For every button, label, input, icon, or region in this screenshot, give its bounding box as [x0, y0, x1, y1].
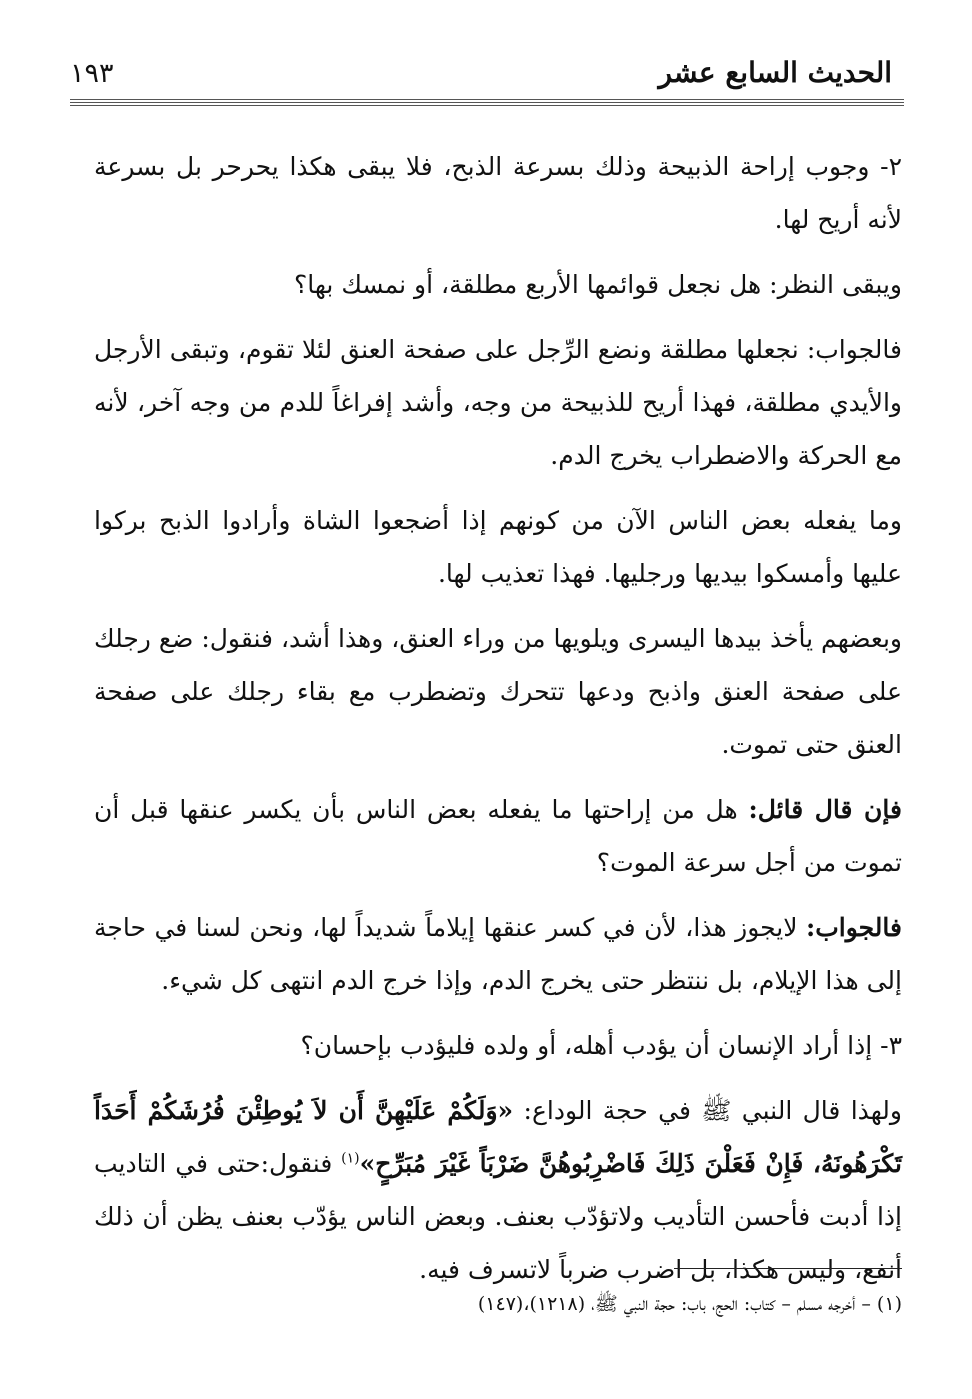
paragraph-point-3: ٣- إذا أراد الإنسان أن يؤدب أهله، أو ولده فليؤدب بإحسان؟ [300, 1031, 902, 1060]
paragraph-answer-breaking-neck [94, 901, 902, 1007]
header-rule [70, 99, 904, 106]
hadith-commentary: فنقول:حتى في التاديب إذا أدبت فأحسن التأديب ولاتؤدّب بعنف. وبعض الناس يؤدّب بعنف يظن أن ذلك أنفع، وليس هكذا، بل اضرب ضرباً لاتسرف فيه. [94, 1149, 902, 1284]
page-number: ١٩٣ [70, 58, 114, 89]
question-text: هل من إراحتها ما يفعله بعض الناس بأن يكسر عنقها قبل أن تموت من أجل سرعة الموت؟ [94, 795, 902, 877]
paragraph-twisting-hand: وبعضهم يأخذ بيدها اليسرى ويلويها من وراء العنق، وهذا أشد، فنقول: ضع رجلك على صفحة العنق واذبح ودعها تتحرك وتضطرب مع بقاء رجلك على صفحة العنق حتى تموت. [94, 624, 902, 759]
hadith-quote: «وَلَكُمْ عَلَيْهِنَّ أَن لاَ يُوطِئْنَ فُرُشَكُمْ أَحَدَاً تَكْرَهُونَهُ، فَإِنْ فَعَلْنَ ذَلِكَ فَاضْرِبُوهُنَّ ضَرْبَاً غَيْرَ مُبَرِّحٍ» [94, 1096, 902, 1178]
question-label: فإن قال قائل: [748, 795, 902, 824]
paragraph-question-legs: ويبقى النظر: هل نجعل قوائمها الأربع مطلقة، أو نمسك بها؟ [294, 270, 902, 299]
paragraph-answer-legs: فالجواب: نجعلها مطلقة ونضع الرِّجل على صفحة العنق لئلا تقوم، وتبقى الأرجل والأيدي مطلقة، فهذا أريح للذبيحة من وجه، وأشد إفراغاً للدم من وجه آخر، لأنه مع الحركة والاضطراب يخرج الدم. [94, 335, 902, 470]
answer-text: لايجوز هذا، لأن في كسر عنقها إيلاماً شديداً لها، ونحن لسنا في حاجة إلى هذا الإيلام، بل ننتظر حتى يخرج الدم، وإذا خرج الدم انتهى كل شيء. [94, 913, 902, 995]
footnote-marker: (١) [341, 1150, 360, 1167]
main-text [94, 140, 902, 1308]
hadith-intro: ولهذا قال النبي ﷺ في حجة الوداع: [513, 1096, 902, 1125]
paragraph-hadith [94, 1084, 902, 1296]
answer-label: فالجواب: [806, 913, 902, 942]
paragraph-point-2: ٢- وجوب إراحة الذبيحة وذلك بسرعة الذبح، فلا يبقى هكذا يحرحر بل بسرعة لأنه أريح لها. [94, 152, 902, 234]
paragraph-question-breaking-neck [94, 783, 902, 889]
running-header [70, 48, 892, 98]
footnote: (١) – أخرجه مسلم – كتاب: الحج، باب: حجة النبي ﷺ، (١٢١٨)،(١٤٧) [477, 1293, 902, 1315]
paragraph-people-practice: وما يفعله بعض الناس الآن من كونهم إذا أضجعوا الشاة وأرادوا الذبح بركوا عليها وأمسكوا بيديها ورجليها. فهذا تعذيب لها. [94, 506, 902, 588]
footnote-rule [674, 1268, 902, 1269]
chapter-title: الحديث السابع عشر [658, 56, 892, 89]
